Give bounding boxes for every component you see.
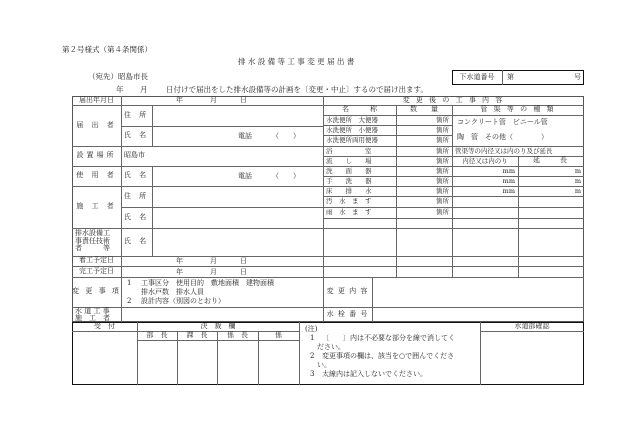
diameter-unit-3: mm — [502, 186, 515, 195]
intro-year: 年 — [116, 85, 124, 94]
fixture-quantity[interactable]: 箇所 — [436, 166, 449, 175]
fixture-quantity[interactable]: 箇所 — [436, 115, 449, 124]
note-1-num: 1 — [310, 334, 315, 342]
fixture-quantity[interactable]: 箇所 — [436, 156, 449, 165]
fixture-name: 流 し 場 — [326, 156, 372, 165]
note-3-num: 3 — [310, 370, 315, 378]
filing-date-year[interactable]: 年 — [176, 96, 183, 104]
contractor-label: 施 工 者 — [76, 202, 117, 211]
change-item-1-num: 1 — [127, 279, 132, 287]
form-title: 排 水 設 備 等 工 事 変 更 届 出 書 — [238, 57, 355, 66]
approval-header: 決 裁 欄 — [200, 321, 236, 330]
end-date-month[interactable]: 月 — [210, 268, 217, 276]
change-item-1b[interactable]: 排水戸数 排水人員 — [141, 288, 204, 296]
change-item-1[interactable]: 工事区分 使用目的 敷地面積 建物面積 — [141, 279, 274, 287]
filing-date-day[interactable]: 日 — [240, 96, 247, 104]
col-diameter-header: 内径又は内のり — [462, 156, 508, 165]
addressee: （宛先）昭島市長 — [88, 72, 148, 81]
form-label: 第２号様式（第４条関係） — [62, 45, 152, 54]
col-length-header: 延 長 — [533, 156, 569, 165]
start-date-day[interactable]: 日 — [240, 257, 247, 265]
fixture-quantity[interactable]: 箇所 — [436, 136, 449, 145]
change-items-label: 変 更 事 項 — [72, 287, 121, 296]
note-1-cont: ださい。 — [317, 343, 345, 351]
change-item-2[interactable]: 設計内容（別図のとおり） — [141, 297, 225, 305]
water-contractor-label: 水 道 工 事 施 工 者 — [75, 307, 110, 323]
fixture-quantity[interactable]: 箇所 — [436, 125, 449, 134]
fixture-quantity[interactable]: 箇所 — [436, 186, 449, 195]
note-3: 太線内は記入しないでください。 — [322, 370, 427, 378]
notifier-phone-open[interactable]: （ — [272, 132, 279, 140]
location-label: 設置場所 — [76, 151, 117, 160]
hydrant-number-field[interactable] — [373, 307, 584, 322]
change-item-2-num: 2 — [127, 297, 132, 305]
filing-date-month[interactable]: 月 — [210, 96, 217, 104]
notifier-label: 届 出 者 — [76, 120, 117, 129]
fixture-name: 床 排 水 — [326, 186, 372, 195]
change-content-label: 変 更 内 容 — [326, 287, 369, 296]
user-phone-close[interactable]: ） — [293, 172, 300, 180]
fixture-name: 汚 水 ま す — [326, 197, 372, 206]
end-date-label: 完工予定日 — [79, 266, 114, 275]
fixture-name: 洗 面 器 — [326, 166, 372, 175]
col-pipe-header: 管 渠 等 の 種 類 — [480, 105, 556, 114]
col-name-header: 名 称 — [342, 105, 377, 114]
pipe-types-2[interactable]: 陶 管 その他（ ） — [457, 133, 548, 141]
sewer-number-label: 下水道番号 — [459, 72, 495, 81]
intro-month: 月 — [140, 85, 148, 94]
hydrant-number-label: 水 栓 番 号 — [326, 309, 369, 318]
note-2: 変更事項の欄は、該当を○で囲んでくださ — [322, 352, 455, 360]
water-dept-check-header: 水道部確認 — [514, 321, 550, 330]
length-unit-2: m — [574, 176, 581, 185]
notes-title: (注) — [305, 325, 318, 333]
notifier-phone-close[interactable]: ） — [293, 132, 300, 140]
reception-header: 受 付 — [94, 321, 115, 330]
engineer-name-label: 氏 名 — [123, 237, 150, 246]
location-value[interactable]: 昭島市 — [124, 151, 145, 160]
approver-staff: 係 — [275, 330, 282, 339]
filing-date-label: 届出年月日 — [79, 95, 114, 104]
notifier-phone-label: 電話 — [238, 132, 252, 140]
fixture-quantity[interactable]: 箇所 — [436, 146, 449, 155]
end-date-day[interactable]: 日 — [240, 268, 247, 276]
col-qty-header: 数 量 — [410, 105, 438, 114]
length-unit-1: m — [574, 166, 581, 175]
fixture-name: 水洗便所 大便器 — [326, 115, 378, 124]
fixture-name: 水洗便所 小便器 — [326, 125, 378, 134]
note-1: 〔 〕内は不必要な部分を線で消してく — [322, 334, 455, 342]
user-phone-label: 電話 — [238, 172, 252, 180]
fixture-quantity[interactable]: 箇所 — [436, 176, 449, 185]
notifier-address-field[interactable] — [153, 105, 323, 126]
contractor-name-label: 氏 名 — [123, 212, 150, 221]
length-unit-3: m — [574, 186, 581, 195]
fixture-quantity[interactable]: 箇所 — [436, 197, 449, 206]
change-content-field[interactable] — [373, 277, 584, 307]
sewer-number-prefix: 第 — [507, 72, 514, 81]
change-content-header: 変 更 後 の 工 事 内 容 — [402, 95, 505, 104]
start-date-label: 着工予定日 — [79, 256, 114, 265]
sewer-number-suffix: 号 — [574, 72, 581, 81]
engineer-label: 排水設備工 事責任技術 者 等 — [75, 229, 110, 253]
notifier-name-label: 氏 名 — [123, 131, 150, 140]
note-2-cont: い。 — [317, 361, 331, 369]
start-date-month[interactable]: 月 — [210, 257, 217, 265]
fixture-name: 浴 室 — [326, 146, 372, 155]
note-2-num: 2 — [310, 352, 315, 360]
user-name-label: 氏 名 — [123, 171, 150, 180]
approver-sub-chief: 係 長 — [227, 330, 248, 339]
notifier-address-label: 住 所 — [123, 110, 150, 119]
fixture-name: 手 洗 器 — [326, 176, 372, 185]
fixture-name: 水洗便所両用便器 — [326, 136, 378, 145]
diameter-unit-2: mm — [502, 176, 515, 185]
fixture-quantity[interactable]: 箇所 — [436, 208, 449, 217]
approver-section-chief: 課 長 — [186, 330, 208, 339]
contractor-address-label: 住 所 — [123, 191, 150, 200]
diameter-unit-1: mm — [502, 166, 515, 175]
user-label: 使 用 者 — [76, 171, 117, 180]
end-date-year[interactable]: 年 — [176, 268, 183, 276]
pipe-dim-header: 管渠等の内径又は内のり及び延長 — [455, 146, 553, 155]
fixture-name: 雨 水 ま す — [326, 208, 372, 217]
approver-director: 部 長 — [146, 330, 168, 339]
pipe-types-1[interactable]: コンクリート管 ビニール管 — [457, 118, 548, 126]
intro-text: 日付けで届出をした排水設備等の計画を〔変更・中止〕するので届け出ます。 — [166, 85, 428, 94]
user-phone-open[interactable]: （ — [272, 172, 279, 180]
start-date-year[interactable]: 年 — [176, 257, 183, 265]
